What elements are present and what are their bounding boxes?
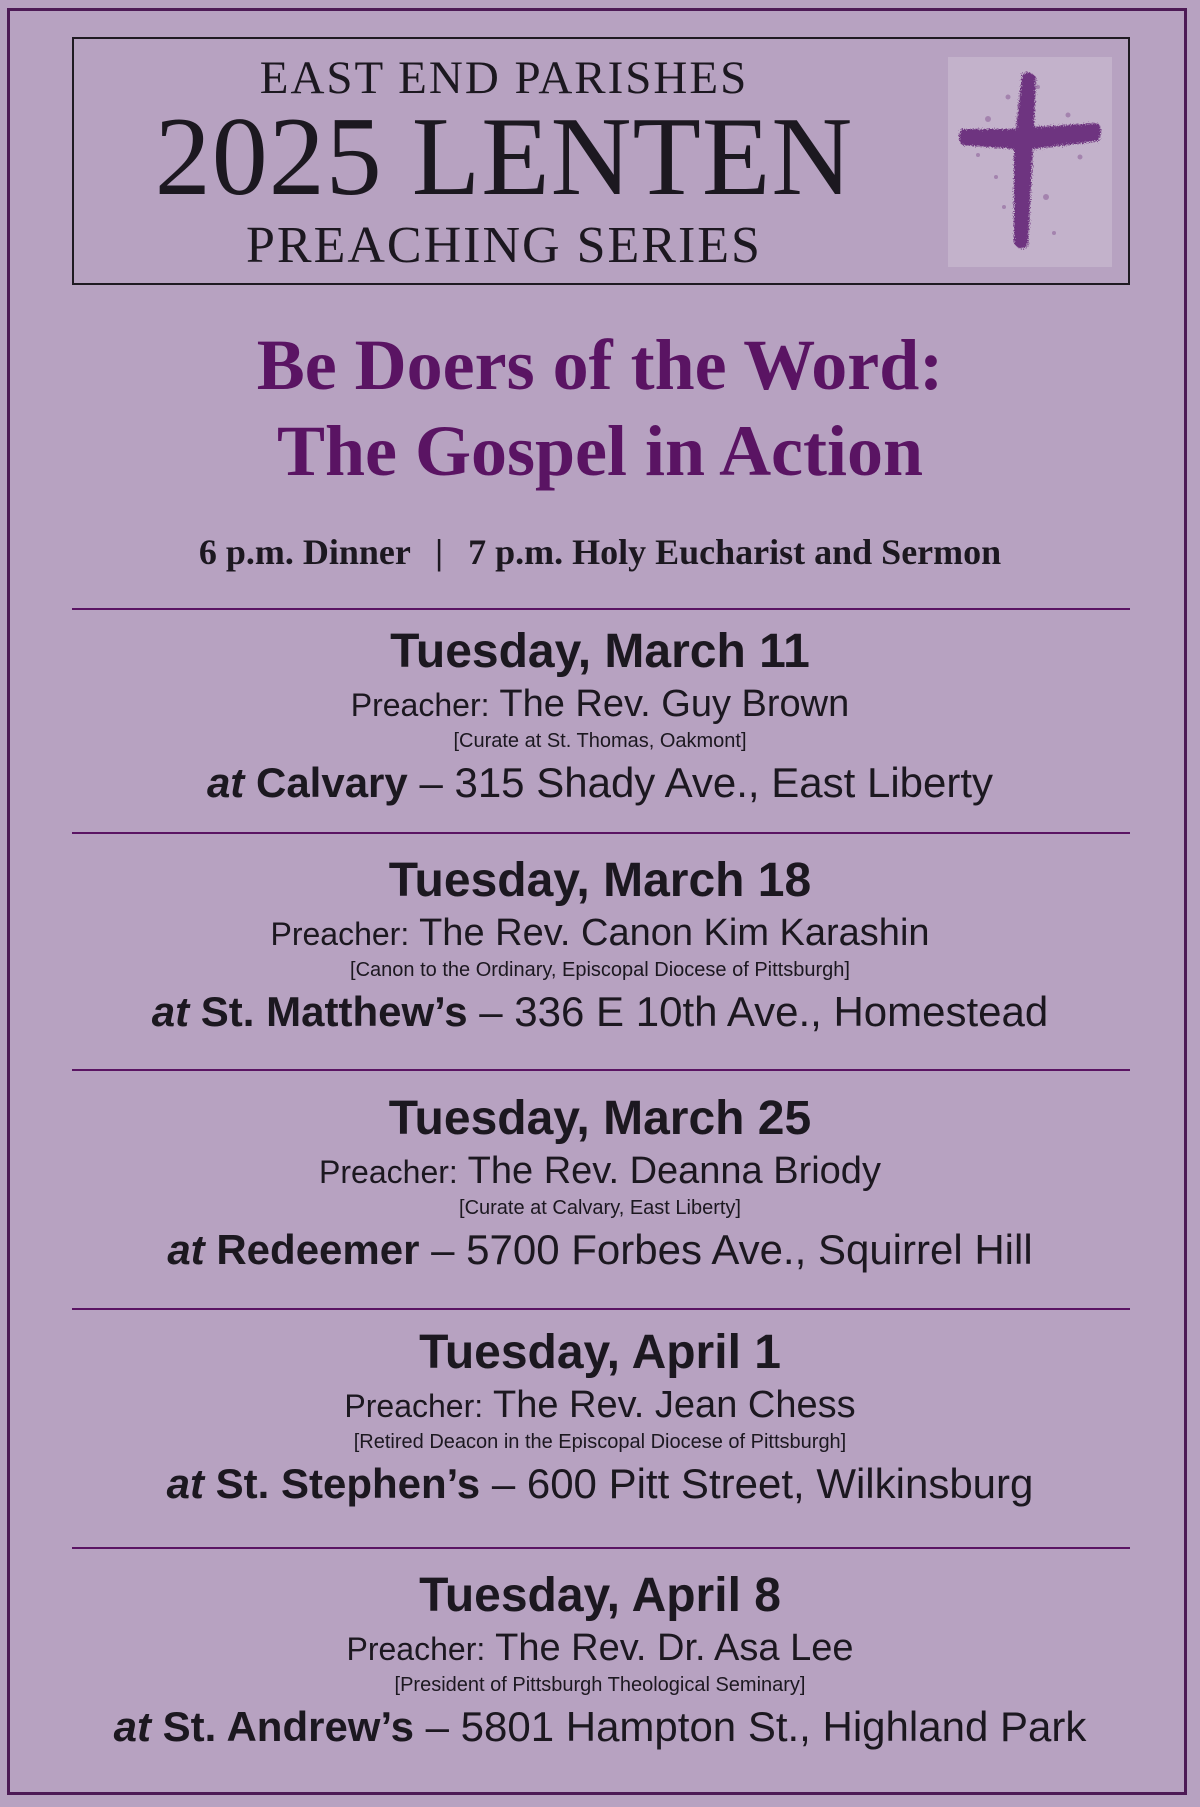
preacher-label: Preacher:: [346, 1631, 486, 1667]
venue-at: at: [151, 988, 190, 1035]
event-preacher: [10, 1148, 1190, 1195]
schedule-line: [10, 531, 1190, 573]
event-march-18: [10, 854, 1190, 1039]
event-venue: [10, 1457, 1190, 1511]
church-address: – 5700 Forbes Ave., Squirrel Hill: [431, 1226, 1033, 1273]
preacher-label: Preacher:: [319, 1154, 458, 1190]
venue-at: at: [113, 1703, 151, 1750]
divider: [72, 1308, 1130, 1310]
event-preacher: [10, 910, 1190, 957]
header-box: [72, 37, 1130, 285]
preacher-role: [Retired Deacon in the Episcopal Diocese of Pittsburgh]: [353, 1431, 847, 1453]
service-time: 7 p.m. Holy Eucharist and Sermon: [468, 532, 1002, 572]
event-date: Tuesday, March 18: [388, 854, 812, 907]
event-april-1: [10, 1326, 1190, 1511]
series-year-title: 2025 LENTEN: [154, 95, 854, 219]
preacher-role: [Curate at Calvary, East Liberty]: [459, 1197, 741, 1219]
preacher-label: Preacher:: [344, 1388, 484, 1424]
event-date: Tuesday, March 11: [390, 625, 810, 678]
preacher-role: [Curate at St. Thomas, Oakmont]: [453, 730, 747, 752]
preacher-role: [President of Pittsburgh Theological Seminary]: [394, 1674, 806, 1696]
event-date: Tuesday, April 8: [419, 1569, 781, 1622]
event-april-8: [10, 1569, 1190, 1754]
event-preacher: [10, 1382, 1190, 1429]
preacher-name: The Rev. Jean Chess: [493, 1384, 856, 1426]
divider: [72, 1069, 1130, 1071]
preacher-name: The Rev. Deanna Briody: [467, 1150, 881, 1192]
event-venue: [10, 1700, 1190, 1754]
preacher-name: The Rev. Guy Brown: [499, 683, 850, 725]
event-preacher: [10, 1625, 1190, 1672]
schedule-separator: |: [435, 532, 444, 572]
church-address: – 5801 Hampton St., Highland Park: [425, 1703, 1087, 1750]
event-preacher: [10, 681, 1190, 728]
preacher-label: Preacher:: [350, 687, 490, 723]
preacher-name: The Rev. Dr. Asa Lee: [495, 1627, 854, 1669]
event-venue: [10, 756, 1190, 810]
church-name: St. Matthew’s: [200, 988, 468, 1035]
church-address: – 600 Pitt Street, Wilkinsburg: [491, 1460, 1034, 1507]
church-name: St. Andrew’s: [162, 1703, 414, 1750]
series-theme-line-2: The Gospel in Action: [276, 411, 924, 491]
church-name: Redeemer: [216, 1226, 420, 1273]
church-address: – 315 Shady Ave., East Liberty: [419, 759, 994, 806]
parish-group-name: EAST END PARISHES: [259, 52, 749, 104]
event-march-11: [10, 625, 1190, 810]
venue-at: at: [206, 759, 245, 806]
poster: [7, 8, 1187, 1795]
divider: [72, 608, 1130, 610]
church-name: Calvary: [255, 759, 408, 806]
series-subtitle: PREACHING SERIES: [246, 217, 762, 274]
church-name: St. Stephen’s: [215, 1460, 481, 1507]
venue-at: at: [167, 1226, 205, 1273]
preacher-name: The Rev. Canon Kim Karashin: [419, 912, 930, 954]
event-march-25: [10, 1092, 1190, 1277]
event-venue: [10, 1223, 1190, 1277]
preacher-label: Preacher:: [270, 916, 410, 952]
divider: [72, 1547, 1130, 1549]
series-theme-line-1: Be Doers of the Word:: [256, 325, 944, 405]
preacher-role: [Canon to the Ordinary, Episcopal Diocese of Pittsburgh]: [350, 959, 850, 981]
dinner-time: 6 p.m. Dinner: [198, 532, 411, 572]
event-date: Tuesday, March 25: [388, 1092, 812, 1145]
divider: [72, 832, 1130, 834]
event-date: Tuesday, April 1: [419, 1326, 781, 1379]
church-address: – 336 E 10th Ave., Homestead: [479, 988, 1049, 1035]
venue-at: at: [166, 1460, 204, 1507]
event-venue: [10, 985, 1190, 1039]
ash-cross-icon: [948, 57, 1112, 267]
